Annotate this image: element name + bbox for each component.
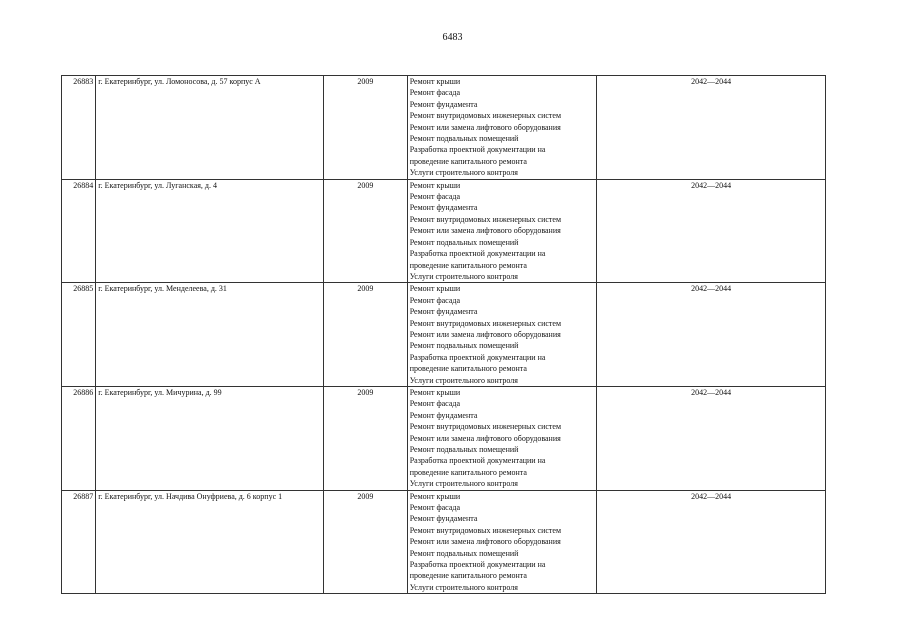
work-item: Ремонт внутридомовых инженерных систем bbox=[409, 422, 562, 432]
work-item: Услуги строительного контроля bbox=[409, 479, 518, 489]
work-item: Ремонт фундамента bbox=[409, 307, 478, 317]
work-item: Разработка проектной документации на bbox=[409, 145, 546, 155]
work-item: Ремонт или замена лифтового оборудования bbox=[409, 329, 561, 339]
works-list bbox=[407, 179, 596, 283]
work-item: Ремонт подвальных помещений bbox=[409, 134, 519, 144]
table-body bbox=[62, 76, 826, 594]
work-item: Разработка проектной документации на bbox=[409, 352, 546, 362]
work-item: Ремонт крыши bbox=[409, 77, 461, 86]
work-item: Услуги строительного контроля bbox=[409, 375, 518, 385]
work-item: Ремонт фундамента bbox=[409, 99, 478, 109]
repair-period: 2042—2044 bbox=[597, 283, 826, 387]
row-number: 26884 bbox=[62, 179, 96, 283]
work-item: Ремонт или замена лифтового оборудования bbox=[409, 537, 561, 547]
work-item: Услуги строительного контроля bbox=[409, 271, 518, 281]
work-item: Ремонт подвальных помещений bbox=[409, 341, 519, 351]
work-item: Ремонт фундамента bbox=[409, 410, 478, 420]
work-item: Услуги строительного контроля bbox=[409, 582, 518, 592]
work-item: Разработка проектной документации на bbox=[409, 560, 546, 570]
work-item: Разработка проектной документации на bbox=[409, 456, 546, 466]
building-address: г. Екатеринбург, ул. Менделеева, д. 31 bbox=[96, 283, 324, 387]
building-address: г. Екатеринбург, ул. Ломоносова, д. 57 корпус А bbox=[96, 76, 324, 180]
work-item: проведение капитального ремонта bbox=[409, 467, 527, 477]
row-number: 26886 bbox=[62, 386, 96, 490]
work-item: Ремонт подвальных помещений bbox=[409, 237, 519, 247]
work-item: Ремонт или замена лифтового оборудования bbox=[409, 226, 561, 236]
work-item: Ремонт фундамента bbox=[409, 203, 478, 213]
work-item: Ремонт фасада bbox=[409, 399, 460, 409]
table-row bbox=[62, 386, 826, 490]
building-address: г. Екатеринбург, ул. Луганская, д. 4 bbox=[96, 179, 324, 283]
works-list bbox=[407, 283, 596, 387]
work-item: Ремонт внутридомовых инженерных систем bbox=[409, 525, 562, 535]
repair-period: 2042—2044 bbox=[597, 76, 826, 180]
table-row bbox=[62, 283, 826, 387]
construction-year: 2009 bbox=[324, 179, 408, 283]
work-item: Ремонт или замена лифтового оборудования bbox=[409, 433, 561, 443]
repair-period: 2042—2044 bbox=[597, 179, 826, 283]
work-item: Ремонт фасада bbox=[409, 192, 460, 202]
work-item: Ремонт внутридомовых инженерных систем bbox=[409, 214, 562, 224]
work-item: Ремонт крыши bbox=[409, 284, 461, 294]
construction-year: 2009 bbox=[324, 76, 408, 180]
work-item: проведение капитального ремонта bbox=[409, 260, 527, 270]
work-item: Ремонт подвальных помещений bbox=[409, 548, 519, 558]
work-item: Ремонт фундамента bbox=[409, 514, 478, 524]
works-list bbox=[407, 490, 596, 594]
work-item: Ремонт внутридомовых инженерных систем bbox=[409, 111, 562, 121]
construction-year: 2009 bbox=[324, 490, 408, 594]
work-item: Услуги строительного контроля bbox=[409, 168, 518, 178]
works-list bbox=[407, 76, 596, 180]
work-item: Ремонт фасада bbox=[409, 295, 460, 305]
table-row bbox=[62, 490, 826, 594]
work-item: Ремонт крыши bbox=[409, 491, 461, 501]
repair-schedule-table bbox=[61, 75, 826, 594]
table-row bbox=[62, 179, 826, 283]
work-item: Ремонт крыши bbox=[409, 180, 461, 190]
work-item: проведение капитального ремонта bbox=[409, 571, 527, 581]
work-item: Ремонт подвальных помещений bbox=[409, 445, 519, 454]
row-number: 26885 bbox=[62, 283, 96, 387]
work-item: проведение капитального ремонта bbox=[409, 364, 527, 374]
construction-year: 2009 bbox=[324, 386, 408, 490]
building-address: г. Екатеринбург, ул. Мичурина, д. 99 bbox=[96, 386, 324, 490]
repair-period: 2042—2044 bbox=[597, 490, 826, 594]
row-number: 26883 bbox=[62, 76, 96, 180]
building-address: г. Екатеринбург, ул. Начдива Онуфриева, д. 6 корпус 1 bbox=[96, 490, 324, 594]
page-number: 6483 bbox=[442, 32, 463, 43]
work-item: Ремонт фасада bbox=[409, 88, 460, 98]
works-list bbox=[407, 386, 596, 490]
work-item: Ремонт фасада bbox=[409, 503, 460, 513]
work-item: Ремонт внутридомовых инженерных систем bbox=[409, 318, 562, 328]
table-row bbox=[62, 76, 826, 180]
work-item: Разработка проектной документации на bbox=[409, 249, 546, 259]
work-item: Ремонт или замена лифтового оборудования bbox=[409, 122, 561, 132]
repair-period: 2042—2044 bbox=[597, 386, 826, 490]
work-item: проведение капитального ремонта bbox=[409, 156, 527, 166]
work-item: Ремонт крыши bbox=[409, 387, 461, 397]
row-number: 26887 bbox=[62, 490, 96, 594]
construction-year: 2009 bbox=[324, 283, 408, 387]
